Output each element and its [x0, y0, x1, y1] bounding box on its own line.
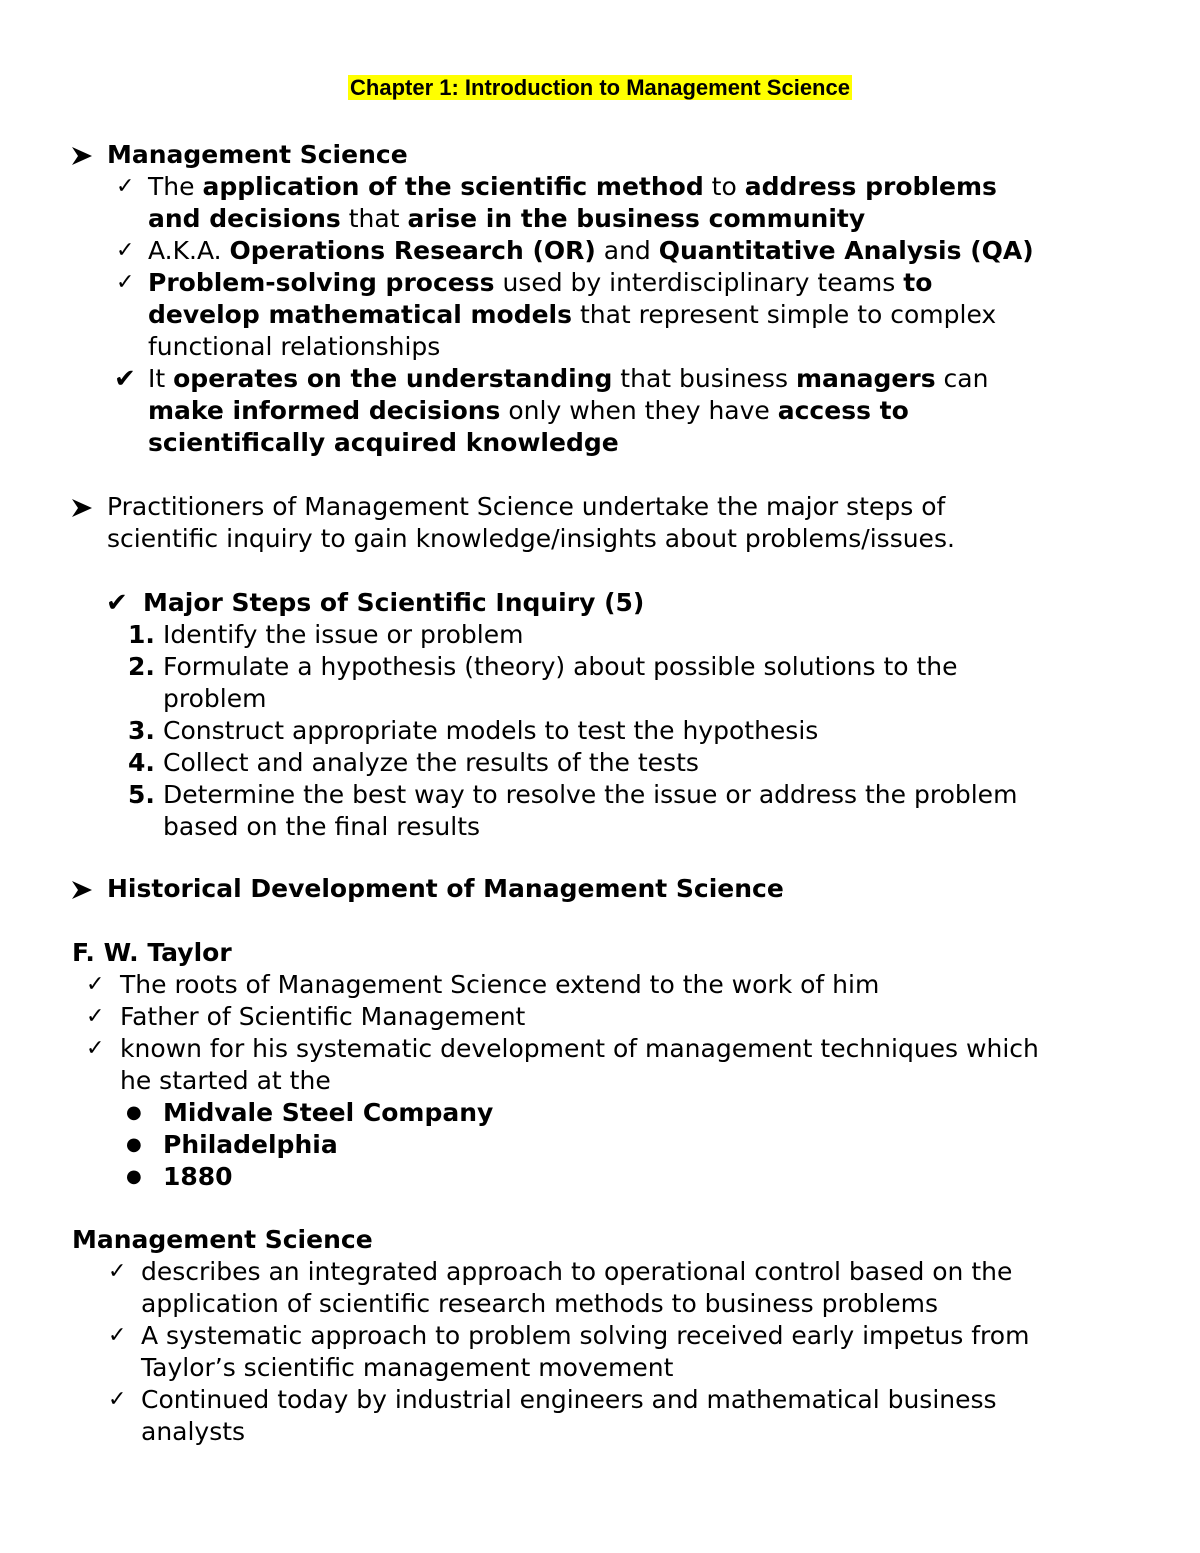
text-run: make informed decisions: [148, 396, 501, 425]
text-run: 1880: [163, 1162, 233, 1191]
ms-heading: [0, 1224, 1029, 1256]
text-run: Quantitative Analysis (QA): [658, 236, 1034, 265]
checkmark-icon: ✓: [108, 1323, 127, 1348]
management-science-section: [0, 1224, 1029, 1448]
text-run: Collect and analyze the results of the tests: [163, 748, 699, 777]
bullet-icon: ●: [126, 1166, 142, 1187]
list-item: [0, 1001, 1039, 1033]
text-run: A.K.A.: [148, 236, 230, 265]
paragraph-line: [0, 491, 955, 523]
text-run: The roots of Management Science extend to the work of him: [120, 970, 880, 999]
text-run: and decisions: [148, 204, 341, 233]
text-run: Construct appropriate models to test the hypothesis: [163, 716, 819, 745]
text-run: 4.: [128, 748, 155, 777]
paragraph-line: [0, 523, 955, 555]
bullet-item: [0, 1161, 1039, 1193]
text-run: 1.: [128, 620, 155, 649]
arrowhead-bullet-icon: [72, 499, 92, 517]
list-item-continuation: [0, 811, 1017, 843]
list-item: [0, 1033, 1039, 1065]
text-run: Midvale Steel Company: [163, 1098, 494, 1127]
checkmark-icon: ✓: [116, 174, 135, 199]
text-run: used by interdisciplinary teams: [494, 268, 904, 297]
text-run: functional relationships: [148, 332, 441, 361]
bullet-icon: ●: [126, 1134, 142, 1155]
list-item: [0, 171, 1034, 203]
text-run: only when they have: [500, 396, 778, 425]
checkmark-icon: ✓: [108, 1259, 127, 1284]
list-item: [0, 969, 1039, 1001]
bold-checkmark-icon: ✔: [114, 364, 136, 394]
list-item-continuation: [0, 395, 1034, 427]
checkmark-icon: ✓: [86, 1004, 105, 1029]
text-run: known for his systematic development of management techniques which: [120, 1034, 1039, 1063]
text-run: application of the scientific method: [202, 172, 704, 201]
list-item-continuation: [0, 331, 1034, 363]
section-heading: [0, 139, 1034, 171]
list-item-continuation: [0, 203, 1034, 235]
steps-block: [0, 587, 1017, 843]
list-item-continuation: [0, 299, 1034, 331]
text-run: Major Steps of Scientific Inquiry (5): [143, 588, 645, 617]
text-run: 2.: [128, 652, 155, 681]
text-run: scientifically acquired knowledge: [148, 428, 619, 457]
bold-checkmark-icon: ✔: [106, 588, 128, 618]
list-item: [0, 363, 1034, 395]
text-run: that business: [612, 364, 796, 393]
text-run: Practitioners of Management Science undertake the major steps of: [107, 492, 946, 521]
text-run: that represent simple to complex: [572, 300, 997, 329]
chapter-title: [0, 73, 1200, 103]
list-item: [0, 1256, 1029, 1288]
list-item: [0, 1384, 1029, 1416]
arrowhead-bullet-icon: [72, 147, 92, 165]
text-run: managers: [795, 364, 936, 393]
list-item: [0, 267, 1034, 299]
text-run: analysts: [141, 1417, 246, 1446]
checkmark-icon: ✓: [108, 1387, 127, 1412]
text-run: Management Science: [107, 140, 408, 169]
list-item: [0, 715, 1017, 747]
text-run: Father of Scientific Management: [120, 1002, 526, 1031]
list-item: [0, 235, 1034, 267]
text-run: It: [148, 364, 174, 393]
text-run: describes an integrated approach to operational control based on the: [141, 1257, 1013, 1286]
bullet-icon: ●: [126, 1102, 142, 1123]
taylor-section: [0, 937, 1039, 1193]
list-item: [0, 779, 1017, 811]
text-run: to: [903, 268, 933, 297]
text-run: scientific inquiry to gain knowledge/insights about problems/issues.: [107, 524, 955, 553]
taylor-heading: [0, 937, 1039, 969]
section-historical: [0, 873, 784, 905]
text-run: The: [148, 172, 203, 201]
list-item-continuation: [0, 1416, 1029, 1448]
text-run: access to: [777, 396, 909, 425]
list-item-continuation: [0, 683, 1017, 715]
list-item-continuation: [0, 427, 1034, 459]
text-run: Identify the issue or problem: [163, 620, 524, 649]
list-item: [0, 619, 1017, 651]
text-run: that: [340, 204, 408, 233]
text-run: address problems: [744, 172, 997, 201]
text-run: develop mathematical models: [148, 300, 572, 329]
checkmark-icon: ✓: [116, 270, 135, 295]
arrowhead-bullet-icon: [72, 881, 92, 899]
list-item-continuation: [0, 1065, 1039, 1097]
text-run: A systematic approach to problem solving received early impetus from: [141, 1321, 1030, 1350]
text-run: problem: [163, 684, 267, 713]
steps-heading: [0, 587, 1017, 619]
text-run: arise in the business community: [407, 204, 866, 233]
list-item-continuation: [0, 1288, 1029, 1320]
section-heading: [0, 873, 784, 905]
text-run: 5.: [128, 780, 155, 809]
section-management-science: [0, 139, 1034, 459]
text-run: based on the final results: [163, 812, 481, 841]
list-item-continuation: [0, 1352, 1029, 1384]
text-run: he started at the: [120, 1066, 331, 1095]
text-run: operates on the understanding: [173, 364, 613, 393]
text-run: can: [935, 364, 989, 393]
text-run: Problem-solving process: [148, 268, 495, 297]
text-run: Chapter 1: Introduction to Management Science: [350, 75, 850, 100]
bullet-item: [0, 1097, 1039, 1129]
text-run: to: [703, 172, 745, 201]
text-run: Operations Research (OR): [229, 236, 596, 265]
checkmark-icon: ✓: [86, 972, 105, 997]
text-run: Formulate a hypothesis (theory) about possible solutions to the: [163, 652, 958, 681]
text-run: Continued today by industrial engineers and mathematical business: [141, 1385, 997, 1414]
checkmark-icon: ✓: [86, 1036, 105, 1061]
text-run: Philadelphia: [163, 1130, 338, 1159]
text-run: Historical Development of Management Science: [107, 874, 784, 903]
text-run: application of scientific research methods to business problems: [141, 1289, 939, 1318]
text-run: Determine the best way to resolve the issue or address the problem: [163, 780, 1018, 809]
text-run: 3.: [128, 716, 155, 745]
section-practitioners: [0, 491, 955, 555]
text-run: Taylor’s scientific management movement: [141, 1353, 674, 1382]
list-item: [0, 747, 1017, 779]
list-item: [0, 1320, 1029, 1352]
bullet-item: [0, 1129, 1039, 1161]
text-run: and: [595, 236, 659, 265]
checkmark-icon: ✓: [116, 238, 135, 263]
text-run: Management Science: [72, 1225, 373, 1254]
text-run: F. W. Taylor: [72, 938, 232, 967]
list-item: [0, 651, 1017, 683]
